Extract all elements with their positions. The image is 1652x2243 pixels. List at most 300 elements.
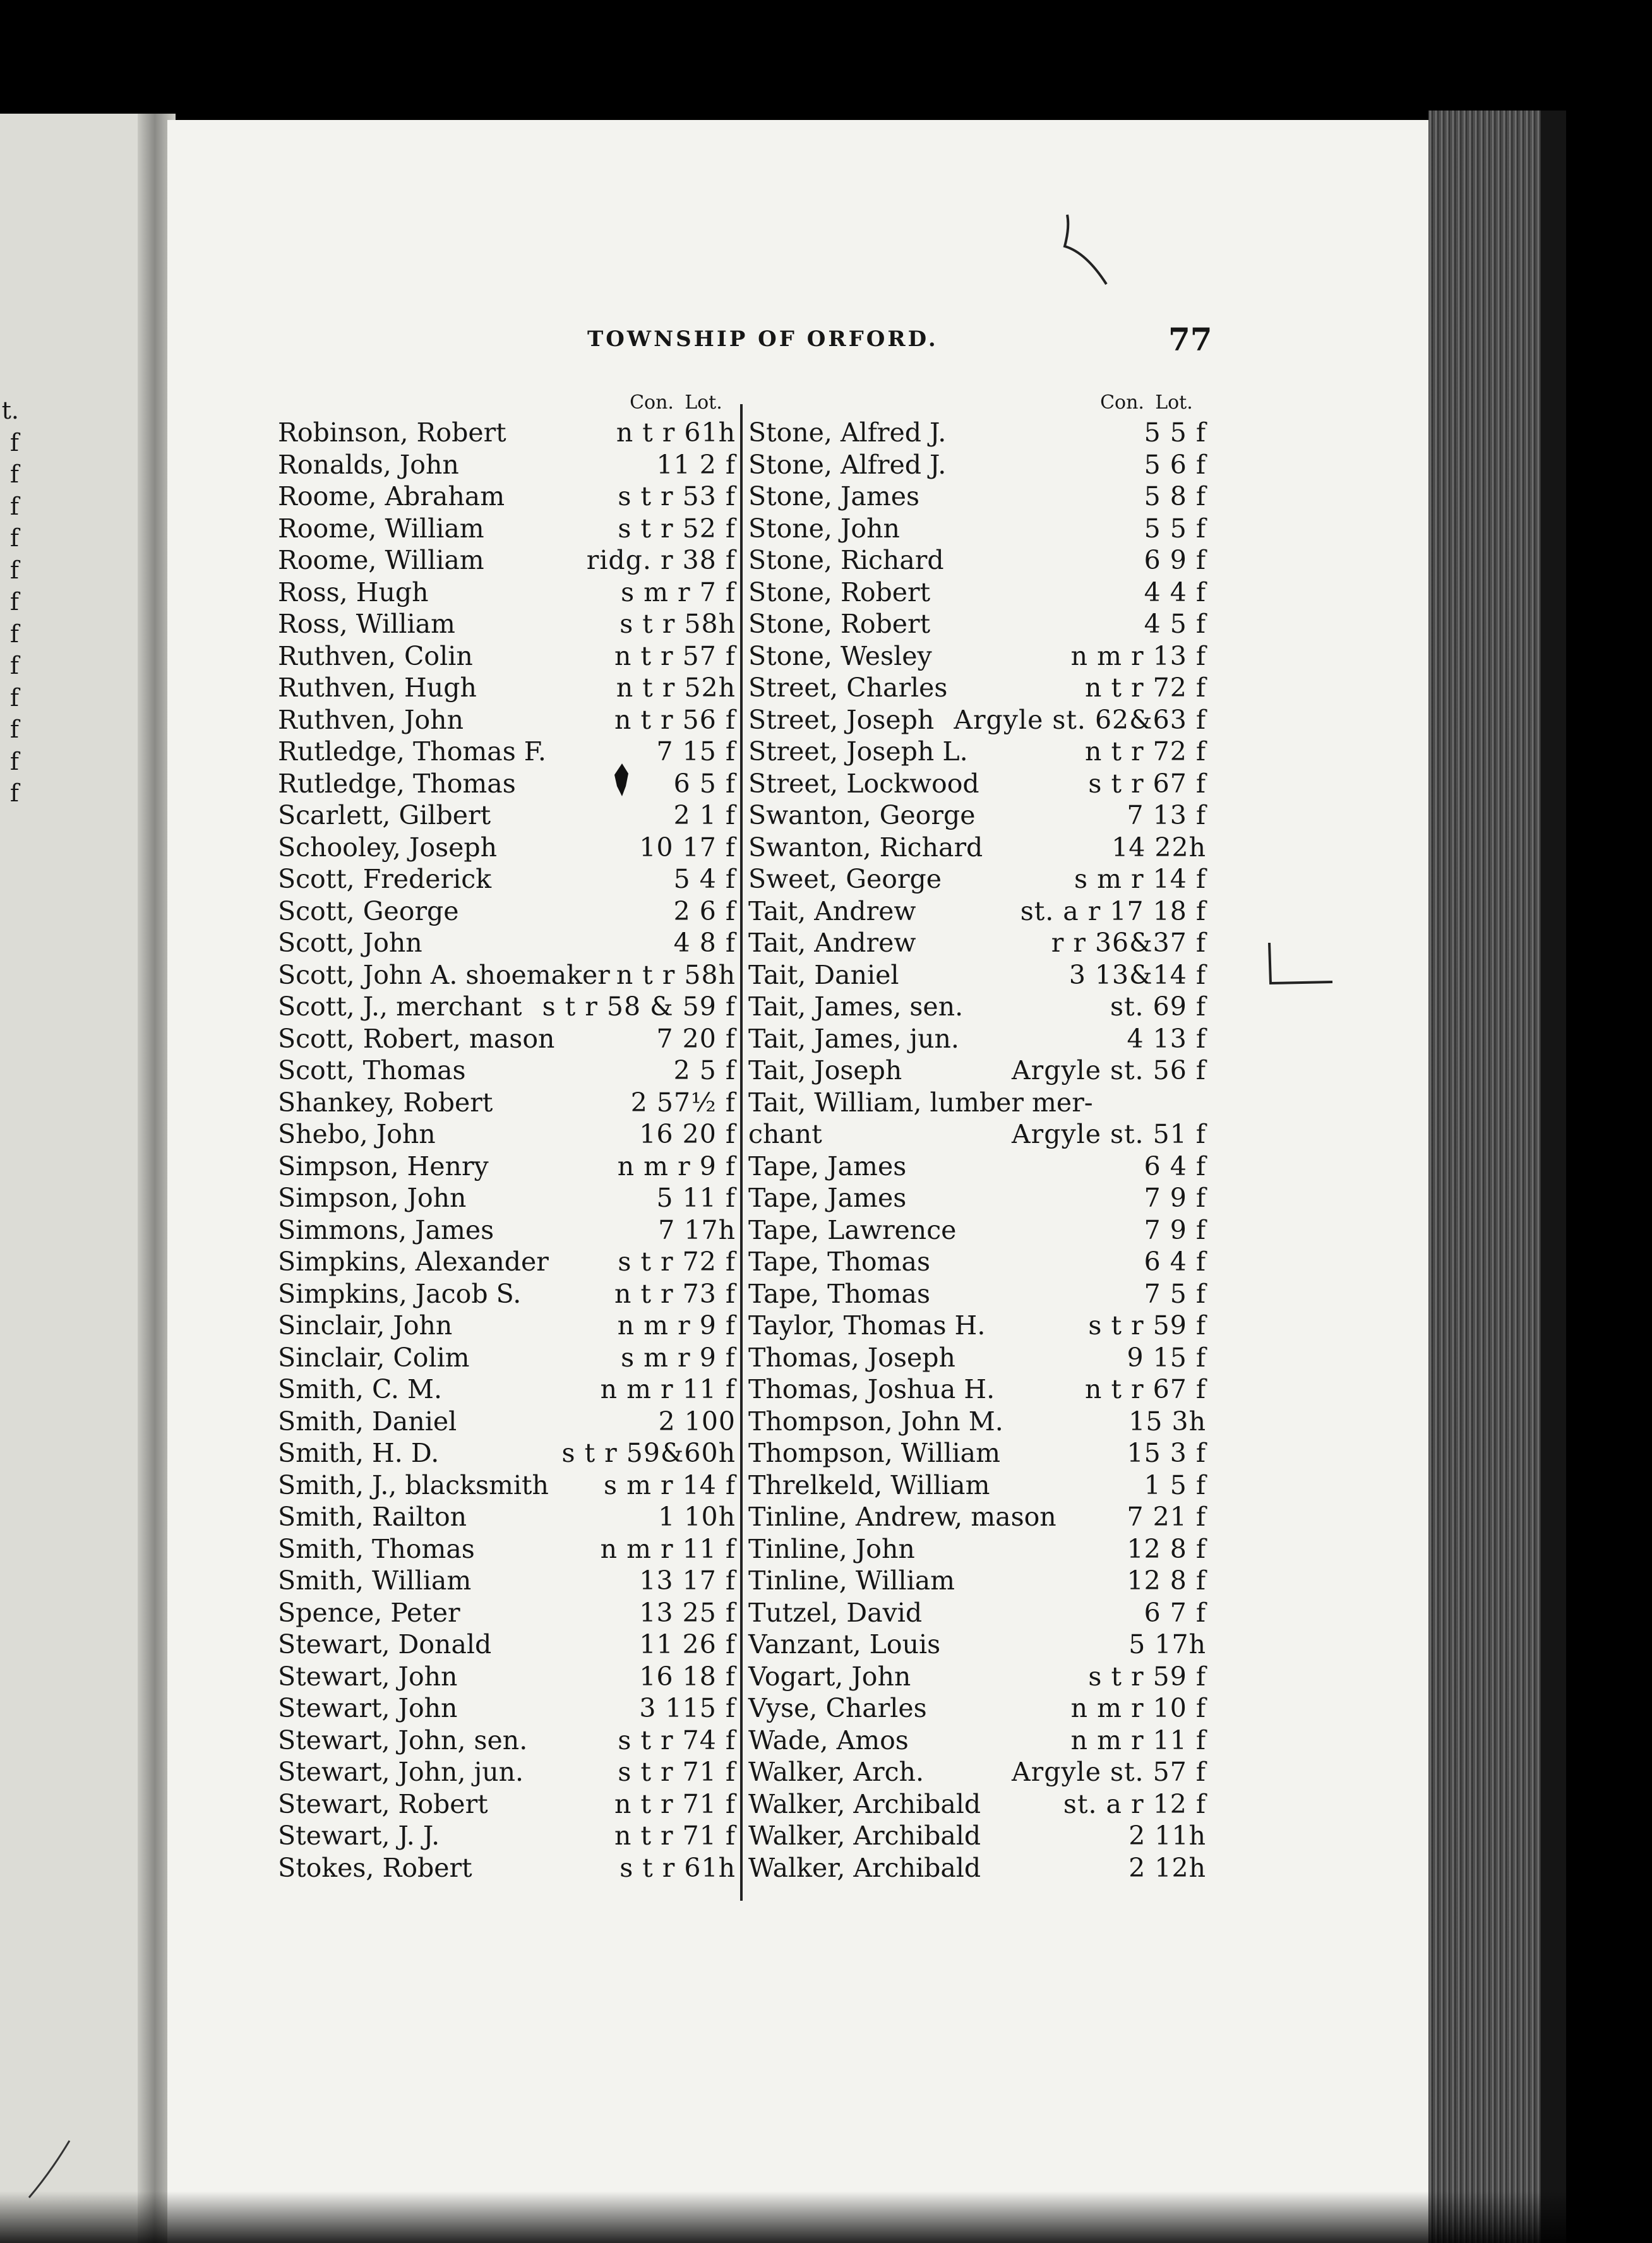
entry-con-lot: 5 5 f — [1144, 417, 1206, 448]
entry-name: Taylor, Thomas H. — [748, 1310, 986, 1341]
entry-con-lot: 7 15 f — [656, 736, 736, 767]
entry-name: Tape, James — [748, 1183, 907, 1213]
directory-entry — [278, 895, 736, 928]
directory-entry — [748, 608, 1206, 640]
entry-name: chant — [748, 1119, 822, 1149]
margin-letter: f — [9, 588, 19, 616]
entry-con-lot: n t r 71 f — [614, 1788, 736, 1819]
entry-con-lot: n t r 72 f — [1085, 736, 1206, 767]
directory-entry — [278, 1533, 736, 1565]
entry-con-lot: 14 22h — [1111, 832, 1206, 863]
entry-con-lot: 4 13 f — [1127, 1023, 1206, 1054]
entry-con-lot: n m r 9 f — [617, 1310, 736, 1341]
entry-con-lot: 1 10h — [658, 1502, 736, 1532]
entry-con-lot: 15 3h — [1128, 1406, 1206, 1437]
margin-letter: f — [9, 715, 19, 743]
directory-entry — [748, 863, 1206, 895]
entry-name: Stone, Richard — [748, 545, 944, 575]
directory-entry — [278, 1597, 736, 1629]
entry-name: Stone, Alfred J. — [748, 449, 947, 480]
directory-entry — [278, 704, 736, 736]
directory-entry — [748, 544, 1206, 577]
entry-con-lot: n t r 73 f — [614, 1278, 736, 1309]
entry-con-lot: Argyle st. 62&63 f — [954, 704, 1206, 735]
entry-name: Stokes, Robert — [278, 1852, 472, 1883]
entry-name: Wade, Amos — [748, 1725, 909, 1756]
entry-con-lot: 5 5 f — [1144, 513, 1206, 544]
directory-entry — [278, 1087, 736, 1119]
entry-name: Tinline, William — [748, 1565, 955, 1596]
directory-entry — [278, 799, 736, 832]
directory-entry — [748, 1501, 1206, 1533]
entry-con-lot: s t r 52 f — [618, 513, 736, 544]
entry-con-lot: s m r 7 f — [621, 577, 736, 607]
entry-name: Ruthven, Hugh — [278, 673, 477, 703]
entry-name: Scott, John — [278, 928, 422, 958]
entry-con-lot: n t r 56 f — [614, 704, 736, 735]
entry-con-lot: 5 6 f — [1144, 449, 1206, 480]
entry-name: Schooley, Joseph — [278, 832, 498, 863]
entry-name: Rutledge, Thomas F. — [278, 736, 546, 767]
directory-entry — [748, 1373, 1206, 1406]
entry-name: Scott, Thomas — [278, 1055, 466, 1086]
lot-header: Lot. — [1155, 392, 1193, 414]
entry-con-lot: s m r 14 f — [1074, 864, 1206, 894]
entry-con-lot: 6 5 f — [673, 768, 736, 799]
entry-name: Street, Lockwood — [748, 768, 979, 799]
entry-name: Rutledge, Thomas — [278, 768, 516, 799]
directory-entry — [748, 1118, 1206, 1151]
margin-letter: f — [9, 460, 19, 488]
directory-entry — [278, 1725, 736, 1757]
entry-name: Tape, James — [748, 1151, 907, 1181]
entry-name: Stewart, John, sen. — [278, 1725, 528, 1756]
entry-con-lot: 6 7 f — [1144, 1597, 1206, 1628]
entry-name: Vogart, John — [748, 1661, 911, 1692]
entry-name: Tutzel, David — [748, 1597, 923, 1628]
entry-con-lot: 2 100 — [658, 1406, 736, 1437]
directory-entry — [278, 1214, 736, 1247]
directory-entry — [278, 1788, 736, 1821]
entry-name: Ross, William — [278, 609, 455, 639]
directory-entry — [748, 1788, 1206, 1821]
entry-name: Walker, Archibald — [748, 1788, 981, 1819]
entry-name: Smith, Daniel — [278, 1406, 457, 1437]
directory-entry — [748, 417, 1206, 449]
directory-entry — [278, 1469, 736, 1502]
directory-entry — [748, 1406, 1206, 1438]
entry-con-lot: 5 11 f — [656, 1183, 736, 1213]
margin-letter: f — [9, 556, 19, 584]
margin-letter: f — [9, 619, 19, 648]
entry-name: Shebo, John — [278, 1119, 436, 1149]
entry-con-lot: n m r 10 f — [1070, 1693, 1206, 1723]
entry-con-lot: 2 6 f — [673, 895, 736, 926]
pencil-corner-mark — [1263, 938, 1339, 995]
entry-con-lot: s t r 67 f — [1088, 768, 1206, 799]
entry-con-lot: 2 5 f — [673, 1055, 736, 1086]
entry-name: Tait, Andrew — [748, 895, 916, 926]
entry-name: Stewart, Donald — [278, 1629, 492, 1660]
entry-con-lot: s t r 58h — [620, 609, 736, 639]
entry-con-lot: n m r 9 f — [617, 1151, 736, 1181]
entry-name: Walker, Archibald — [748, 1852, 981, 1883]
entry-con-lot: 3 115 f — [639, 1693, 736, 1723]
entry-name: Street, Joseph — [748, 704, 935, 735]
directory-entry — [278, 608, 736, 640]
directory-entry — [278, 1437, 736, 1469]
entry-con-lot: 13 25 f — [639, 1597, 736, 1628]
directory-entry — [278, 768, 736, 800]
entry-name: Ruthven, John — [278, 704, 464, 735]
entry-name: Scott, J., merchant — [278, 991, 522, 1022]
entry-name: Tinline, Andrew, mason — [748, 1502, 1056, 1532]
entry-name: Tait, Daniel — [748, 959, 899, 990]
directory-entry — [748, 1437, 1206, 1469]
column-divider — [740, 404, 743, 1901]
entry-con-lot: 2 11h — [1128, 1821, 1206, 1851]
entry-con-lot: 7 20 f — [656, 1023, 736, 1054]
entry-con-lot: n m r 11 f — [600, 1374, 736, 1404]
entry-name: Simpkins, Alexander — [278, 1247, 549, 1277]
directory-entry — [278, 863, 736, 895]
directory-entry — [748, 481, 1206, 513]
entry-name: Tait, James, sen. — [748, 991, 964, 1022]
directory-entry — [748, 1756, 1206, 1788]
entry-name: Smith, J., blacksmith — [278, 1469, 549, 1500]
margin-letter: f — [9, 524, 19, 552]
entry-name: Vanzant, Louis — [748, 1629, 941, 1660]
directory-entry — [278, 577, 736, 609]
directory-entry — [278, 832, 736, 864]
entry-list — [278, 417, 736, 1884]
entry-name: Stewart, Robert — [278, 1788, 488, 1819]
directory-entry — [278, 1661, 736, 1693]
directory-entry — [748, 1661, 1206, 1693]
directory-entry — [748, 1469, 1206, 1502]
entry-name: Ronalds, John — [278, 449, 459, 480]
entry-con-lot: 12 8 f — [1127, 1565, 1206, 1596]
directory-entry — [278, 513, 736, 545]
entry-name: Ross, Hugh — [278, 577, 429, 607]
entry-con-lot: 11 26 f — [639, 1629, 736, 1660]
directory-entry — [748, 1565, 1206, 1597]
entry-con-lot: 2 57½ f — [630, 1087, 736, 1118]
entry-con-lot: 7 9 f — [1144, 1214, 1206, 1245]
directory-entry — [748, 1023, 1206, 1055]
facing-page-margin-text — [0, 395, 19, 810]
entry-con-lot: Argyle st. 51 f — [1012, 1119, 1206, 1149]
pencil-mark — [1061, 208, 1111, 297]
directory-entry — [278, 1692, 736, 1725]
entry-name: Stone, Robert — [748, 609, 931, 639]
column-header — [1096, 392, 1200, 414]
con-header: Con. — [630, 392, 674, 414]
directory-entry — [748, 1342, 1206, 1374]
entry-con-lot: Argyle st. 56 f — [1012, 1055, 1206, 1086]
directory-entry — [278, 1629, 736, 1661]
lot-header: Lot. — [685, 392, 722, 414]
directory-entry — [748, 736, 1206, 768]
entry-con-lot: n t r 72 f — [1085, 673, 1206, 703]
directory-entry — [278, 991, 736, 1023]
entry-con-lot: n t r 58h — [616, 959, 736, 990]
entry-con-lot: s t r 71 f — [618, 1757, 736, 1787]
entry-name: Tait, William, lumber mer- — [748, 1087, 1093, 1118]
entry-con-lot: 6 4 f — [1144, 1151, 1206, 1181]
directory-entry — [748, 927, 1206, 959]
directory-entry — [278, 1852, 736, 1884]
page-number: 77 — [1168, 321, 1212, 358]
entry-name: Vyse, Charles — [748, 1693, 927, 1723]
entry-con-lot: s m r 9 f — [621, 1342, 736, 1373]
entry-name: Swanton, Richard — [748, 832, 983, 863]
entry-con-lot: 5 17h — [1128, 1629, 1206, 1660]
entry-name: Street, Joseph L. — [748, 736, 968, 767]
entry-con-lot: s t r 58 & 59 f — [542, 991, 736, 1022]
directory-entry — [278, 1246, 736, 1278]
entry-con-lot: n t r 71 f — [614, 1821, 736, 1851]
entry-name: Shankey, Robert — [278, 1087, 493, 1118]
entry-name: Walker, Arch. — [748, 1757, 925, 1787]
bottom-shadow — [0, 2191, 1652, 2243]
entry-con-lot: Argyle st. 57 f — [1012, 1757, 1206, 1787]
directory-entry — [278, 1118, 736, 1151]
facing-page — [0, 114, 158, 2243]
directory-entry — [278, 1342, 736, 1374]
entry-con-lot: s t r 53 f — [618, 481, 736, 511]
entry-con-lot: n t r 57 f — [614, 640, 736, 671]
margin-letter: f — [9, 683, 19, 712]
directory-entry — [748, 1692, 1206, 1725]
entry-con-lot: r r 36&37 f — [1051, 928, 1206, 958]
entry-con-lot: 2 1 f — [673, 800, 736, 830]
directory-entry — [748, 1246, 1206, 1278]
directory-entry — [278, 1373, 736, 1406]
book-cover-edge — [1541, 111, 1566, 2243]
entry-name: Smith, William — [278, 1565, 472, 1596]
directory-entry — [748, 799, 1206, 832]
directory-entry — [748, 449, 1206, 481]
entry-name: Spence, Peter — [278, 1597, 460, 1628]
entry-name: Tape, Thomas — [748, 1278, 930, 1309]
directory-entry — [278, 1151, 736, 1183]
directory-entry — [278, 1501, 736, 1533]
directory-entry — [278, 1310, 736, 1342]
entry-name: Thompson, William — [748, 1438, 1000, 1468]
directory-entry — [278, 449, 736, 481]
directory-entry — [748, 1725, 1206, 1757]
entry-name: Roome, William — [278, 513, 484, 544]
entry-name: Robinson, Robert — [278, 417, 506, 448]
directory-entry — [278, 736, 736, 768]
entry-name: Swanton, George — [748, 800, 976, 830]
directory-entry — [748, 1182, 1206, 1214]
margin-letter: f — [9, 747, 19, 775]
directory-entry — [278, 959, 736, 991]
entry-con-lot: st. 69 f — [1110, 991, 1206, 1022]
entry-con-lot: 4 5 f — [1144, 609, 1206, 639]
entry-con-lot: 9 15 f — [1127, 1342, 1206, 1373]
directory-entry — [278, 1565, 736, 1597]
entry-con-lot: s t r 59 f — [1088, 1661, 1206, 1692]
margin-letter: f — [9, 652, 19, 679]
entry-con-lot: 7 5 f — [1144, 1278, 1206, 1309]
directory-entry — [278, 417, 736, 449]
directory-entry — [278, 1182, 736, 1214]
entry-name: Scott, Frederick — [278, 864, 492, 894]
entry-name: Thomas, Joshua H. — [748, 1374, 995, 1404]
margin-letter: t. — [1, 397, 19, 424]
entry-con-lot: 5 8 f — [1144, 481, 1206, 511]
entry-name: Scott, John A. shoemaker — [278, 959, 610, 990]
directory-entry — [748, 959, 1206, 991]
entry-con-lot: 3 13&14 f — [1068, 959, 1206, 990]
entry-name: Smith, C. M. — [278, 1374, 443, 1404]
entry-name: Tait, James, jun. — [748, 1023, 959, 1054]
entry-name: Smith, Thomas — [278, 1533, 475, 1564]
entry-con-lot: 7 9 f — [1144, 1183, 1206, 1213]
entry-con-lot: 6 4 f — [1144, 1247, 1206, 1277]
directory-entry — [748, 1310, 1206, 1342]
entry-con-lot: 6 9 f — [1144, 545, 1206, 575]
entry-con-lot: ridg. r 38 f — [586, 545, 736, 575]
entry-con-lot: s t r 59&60h — [561, 1438, 736, 1468]
margin-letter: f — [9, 428, 19, 457]
entry-con-lot: 7 21 f — [1127, 1502, 1206, 1532]
entry-con-lot: st. a r 17 18 f — [1020, 895, 1206, 926]
entry-name: Stone, Wesley — [748, 640, 932, 671]
entry-con-lot: 13 17 f — [639, 1565, 736, 1596]
entry-name: Simmons, James — [278, 1214, 494, 1245]
entry-name: Sinclair, Colim — [278, 1342, 470, 1373]
directory-entry — [278, 544, 736, 577]
page-edges — [1428, 111, 1555, 2243]
entry-name: Scott, George — [278, 895, 459, 926]
entry-name: Stone, Robert — [748, 577, 931, 607]
entry-con-lot: 5 4 f — [673, 864, 736, 894]
directory-entry — [748, 513, 1206, 545]
entry-name: Tait, Joseph — [748, 1055, 902, 1086]
entry-name: Stewart, John, jun. — [278, 1757, 524, 1787]
entry-name: Tait, Andrew — [748, 928, 916, 958]
entry-name: Sinclair, John — [278, 1310, 453, 1341]
entry-con-lot: 7 13 f — [1127, 800, 1206, 830]
entry-con-lot: 4 8 f — [673, 928, 736, 958]
entry-con-lot: s m r 14 f — [604, 1469, 736, 1500]
entry-name: Ruthven, Colin — [278, 640, 473, 671]
entry-con-lot: n t r 52h — [616, 673, 736, 703]
entry-name: Simpkins, Jacob S. — [278, 1278, 522, 1309]
entry-name: Tape, Thomas — [748, 1247, 930, 1277]
directory-entry — [278, 927, 736, 959]
directory-entry — [278, 1278, 736, 1310]
directory-entry — [748, 1820, 1206, 1852]
directory-entry — [748, 768, 1206, 800]
entry-name: Stone, Alfred J. — [748, 417, 947, 448]
entry-name: Thomas, Joseph — [748, 1342, 955, 1373]
entry-list — [748, 417, 1206, 1884]
directory-entry — [278, 1756, 736, 1788]
entry-name: Smith, H. D. — [278, 1438, 440, 1468]
entry-con-lot: 7 17h — [658, 1214, 736, 1245]
entry-con-lot: st. a r 12 f — [1063, 1788, 1206, 1819]
directory-entry — [748, 640, 1206, 673]
directory-entry — [748, 1852, 1206, 1884]
margin-letter: f — [9, 492, 19, 520]
directory-entry — [748, 577, 1206, 609]
entry-con-lot: s t r 72 f — [618, 1247, 736, 1277]
entry-con-lot: 12 8 f — [1127, 1533, 1206, 1564]
entry-name: Roome, William — [278, 545, 484, 575]
entry-name: Scott, Robert, mason — [278, 1023, 555, 1054]
entry-con-lot: n m r 11 f — [600, 1533, 736, 1564]
directory-entry — [748, 1597, 1206, 1629]
directory-entry — [748, 1533, 1206, 1565]
entry-con-lot: 16 18 f — [639, 1661, 736, 1692]
entry-name: Stewart, John — [278, 1661, 458, 1692]
directory-entry — [278, 1055, 736, 1087]
entry-name: Stone, John — [748, 513, 900, 544]
directory-entry — [748, 672, 1206, 704]
entry-con-lot: n t r 61h — [616, 417, 736, 448]
entry-name: Stone, James — [748, 481, 920, 511]
directory-entry — [278, 1023, 736, 1055]
entry-name: Tinline, John — [748, 1533, 915, 1564]
directory-entry — [748, 832, 1206, 864]
entry-con-lot: 2 12h — [1128, 1852, 1206, 1883]
entry-con-lot: 15 3 f — [1127, 1438, 1206, 1468]
entry-name: Walker, Archibald — [748, 1821, 981, 1851]
entry-name: Tape, Lawrence — [748, 1214, 957, 1245]
entry-name: Stewart, J. J. — [278, 1821, 440, 1851]
entry-con-lot: 11 2 f — [656, 449, 736, 480]
entry-con-lot: 4 4 f — [1144, 577, 1206, 607]
entry-name: Threlkeld, William — [748, 1469, 990, 1500]
column-header — [626, 392, 729, 414]
directory-entry — [748, 1278, 1206, 1310]
ink-blot — [609, 761, 635, 799]
directory-entry — [748, 1151, 1206, 1183]
margin-letter: f — [9, 779, 19, 807]
directory-entry — [278, 1406, 736, 1438]
directory-entry — [278, 1820, 736, 1852]
directory-entry — [748, 1087, 1206, 1119]
entry-con-lot: 1 5 f — [1144, 1469, 1206, 1500]
entry-name: Simpson, John — [278, 1183, 467, 1213]
directory-entry — [278, 640, 736, 673]
entry-con-lot: n m r 13 f — [1070, 640, 1206, 671]
directory-entry — [748, 1214, 1206, 1247]
entry-name: Stewart, John — [278, 1693, 458, 1723]
entry-name: Street, Charles — [748, 673, 948, 703]
entry-name: Smith, Railton — [278, 1502, 467, 1532]
entry-con-lot: n m r 11 f — [1070, 1725, 1206, 1756]
directory-entry — [748, 895, 1206, 928]
entry-name: Scarlett, Gilbert — [278, 800, 491, 830]
directory-entry — [748, 1055, 1206, 1087]
con-header: Con. — [1100, 392, 1144, 414]
entry-name: Simpson, Henry — [278, 1151, 489, 1181]
directory-entry — [278, 672, 736, 704]
entry-name: Roome, Abraham — [278, 481, 505, 511]
directory-entry — [748, 704, 1206, 736]
running-head: TOWNSHIP OF ORFORD. — [587, 326, 938, 352]
directory-entry — [748, 1629, 1206, 1661]
entry-con-lot: 10 17 f — [639, 832, 736, 863]
entry-con-lot: s t r 74 f — [618, 1725, 736, 1756]
directory-entry — [278, 481, 736, 513]
